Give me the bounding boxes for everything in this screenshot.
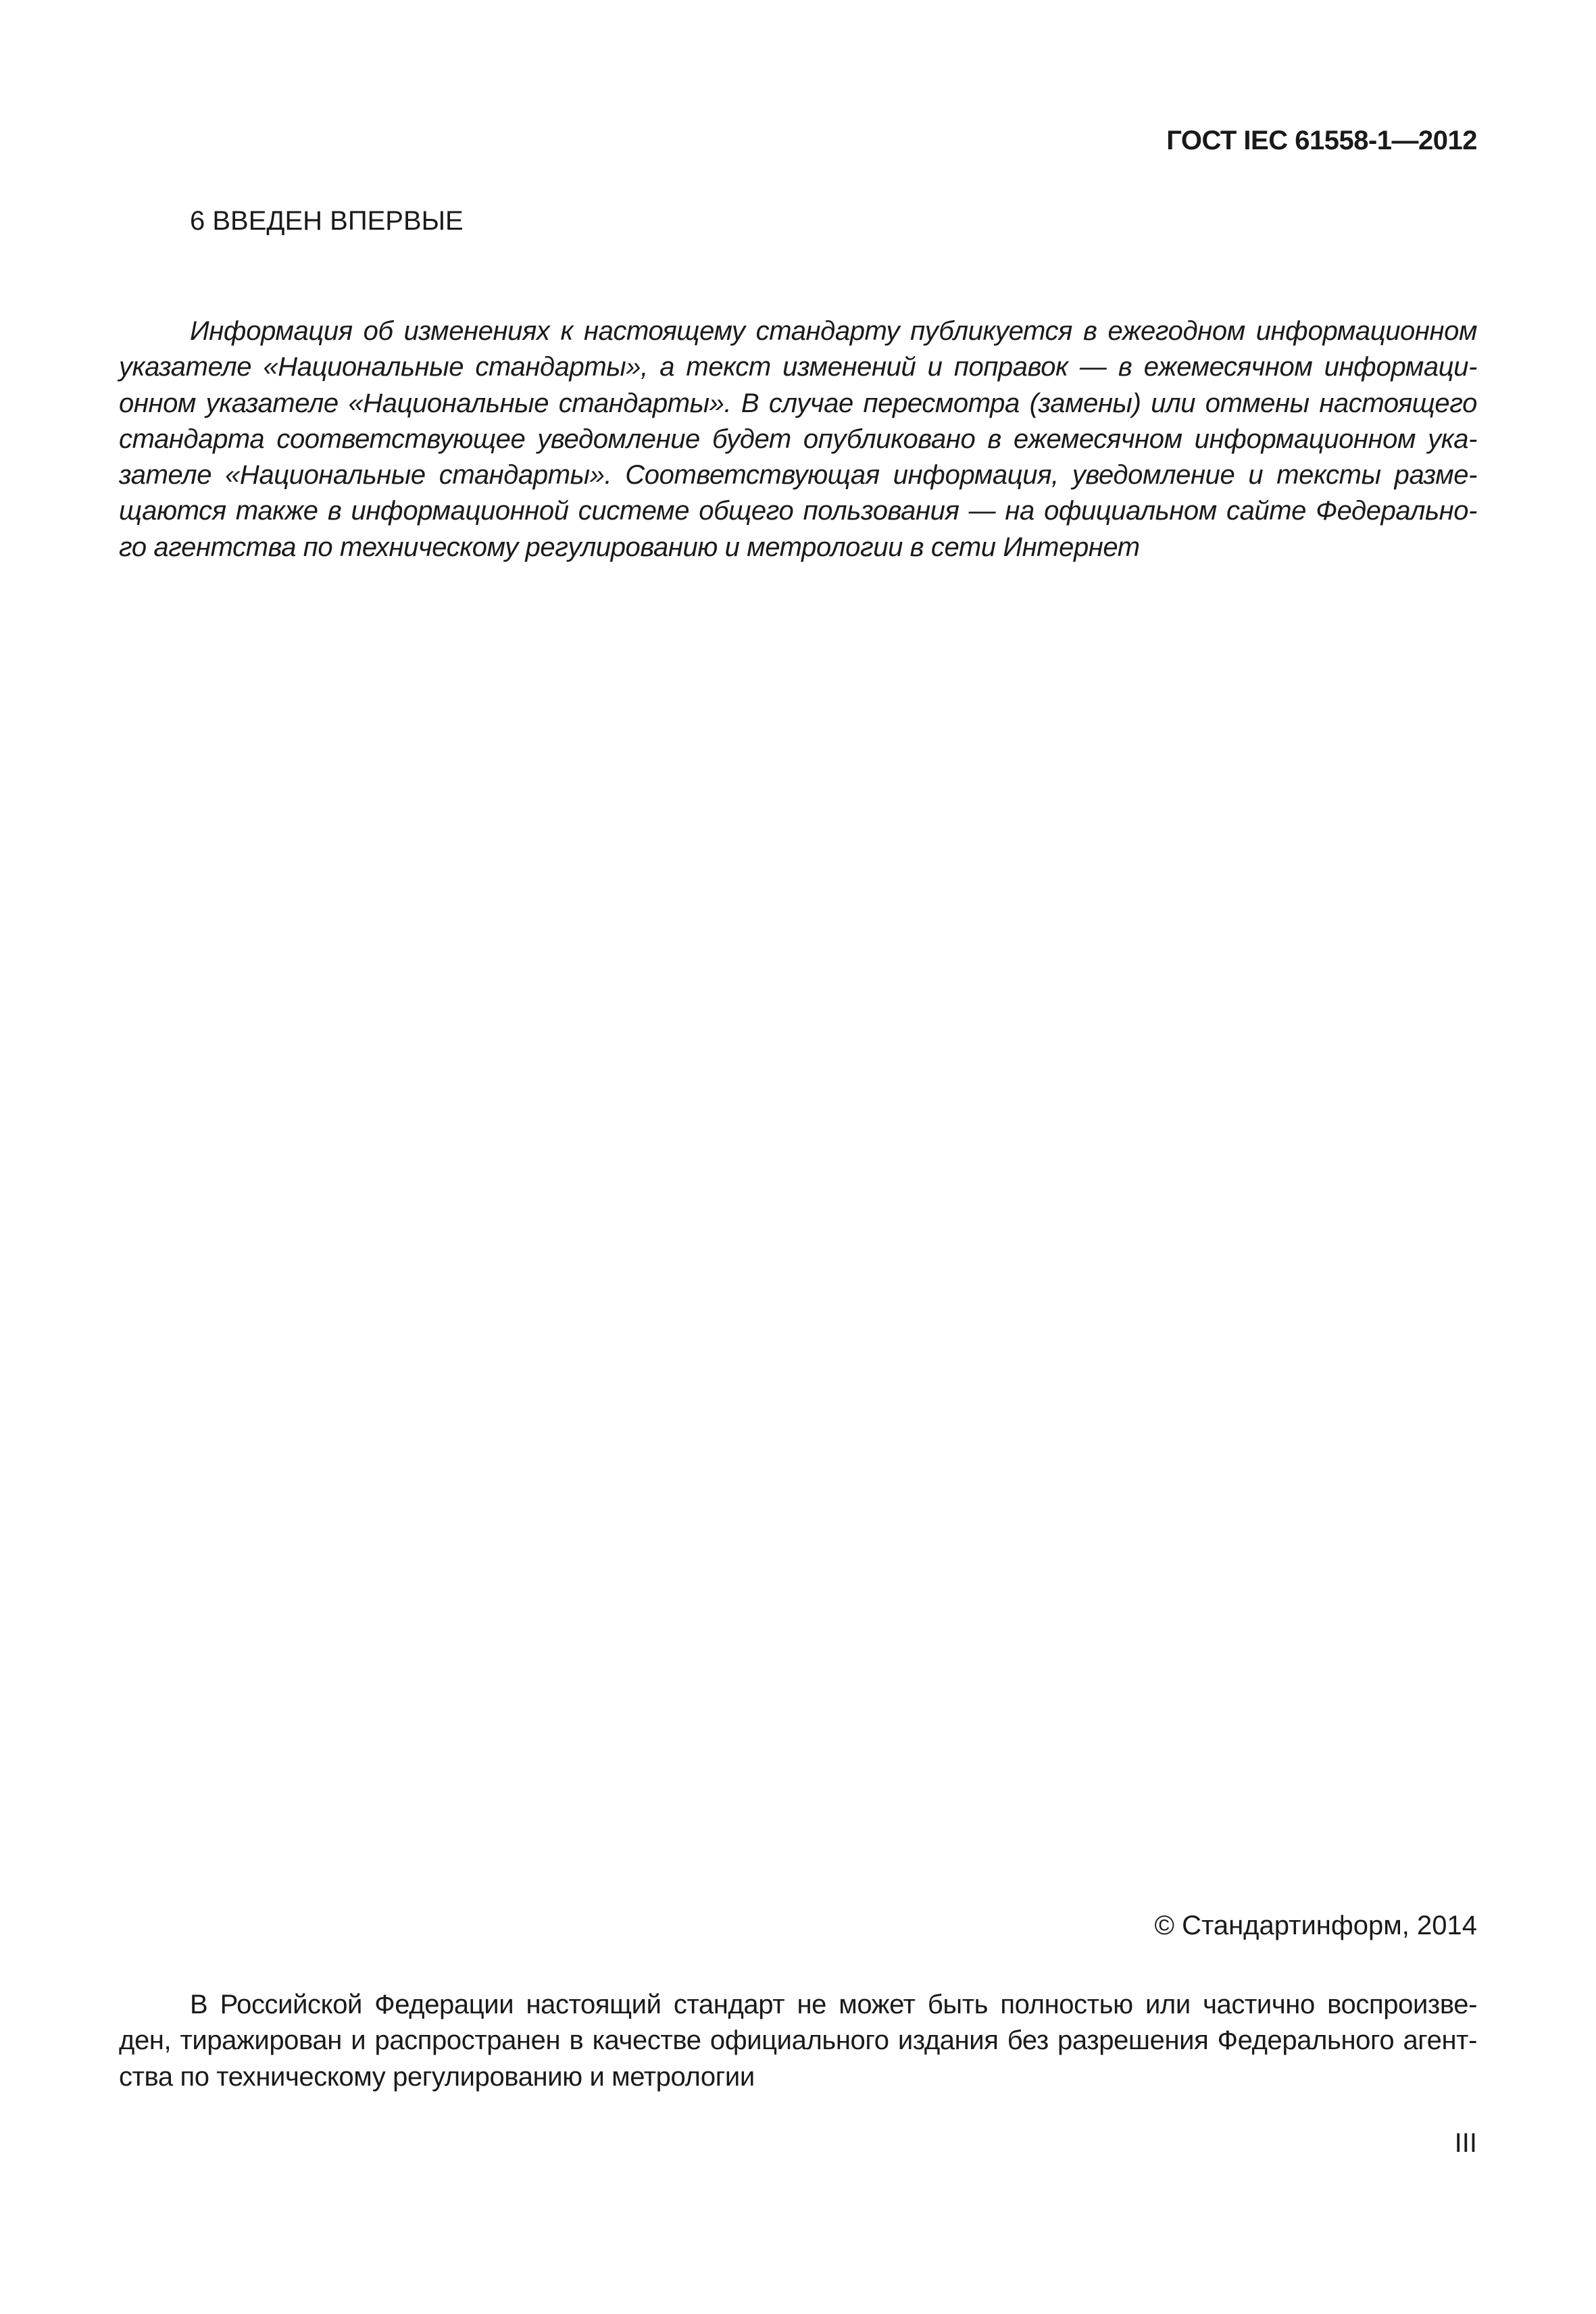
info-paragraph-line: онном указателе «Национальные стандарты». В случае пересмотра (замены) или отмены настоящего (119, 388, 1477, 418)
info-paragraph-line: указателе «Национальные стандарты», а текст изменений и поправок — в ежемесячном информаци- (119, 352, 1477, 382)
document-code-header: ГОСТ IEC 61558-1—2012 (1166, 126, 1477, 155)
rights-paragraph-line: ства по техническому регулированию и метрологии (119, 2061, 755, 2092)
info-paragraph (119, 313, 1477, 565)
info-paragraph-line: го агентства по техническому регулированию и метрологии в сети Интернет (119, 532, 1140, 562)
rights-paragraph-line: В Российской Федерации настоящий стандарт не может быть полностью или частично воспроизве- (190, 1990, 1477, 2019)
copyright-notice: © Стандартинформ, 2014 (1154, 1911, 1477, 1940)
info-paragraph-line: щаются также в информационной системе общего пользования — на официальном сайте Федерально- (119, 496, 1477, 526)
rights-paragraph (119, 1987, 1477, 2095)
info-paragraph-line: стандарта соответствующее уведомление будет опубликовано в ежемесячном информационном ука- (119, 424, 1477, 454)
page-number: III (1454, 2128, 1477, 2158)
rights-paragraph-line: ден, тиражирован и распространен в качестве официального издания без разрешения Федерального агент- (119, 2026, 1477, 2056)
item-6-introduced-first-time: 6 ВВЕДЕН ВПЕРВЫЕ (190, 206, 464, 236)
info-paragraph-line: зателе «Национальные стандарты». Соответствующая информация, уведомление и тексты разме- (119, 460, 1477, 491)
info-paragraph-line: Информация об изменениях к настоящему стандарту публикуется в ежегодном информационном (190, 316, 1477, 346)
